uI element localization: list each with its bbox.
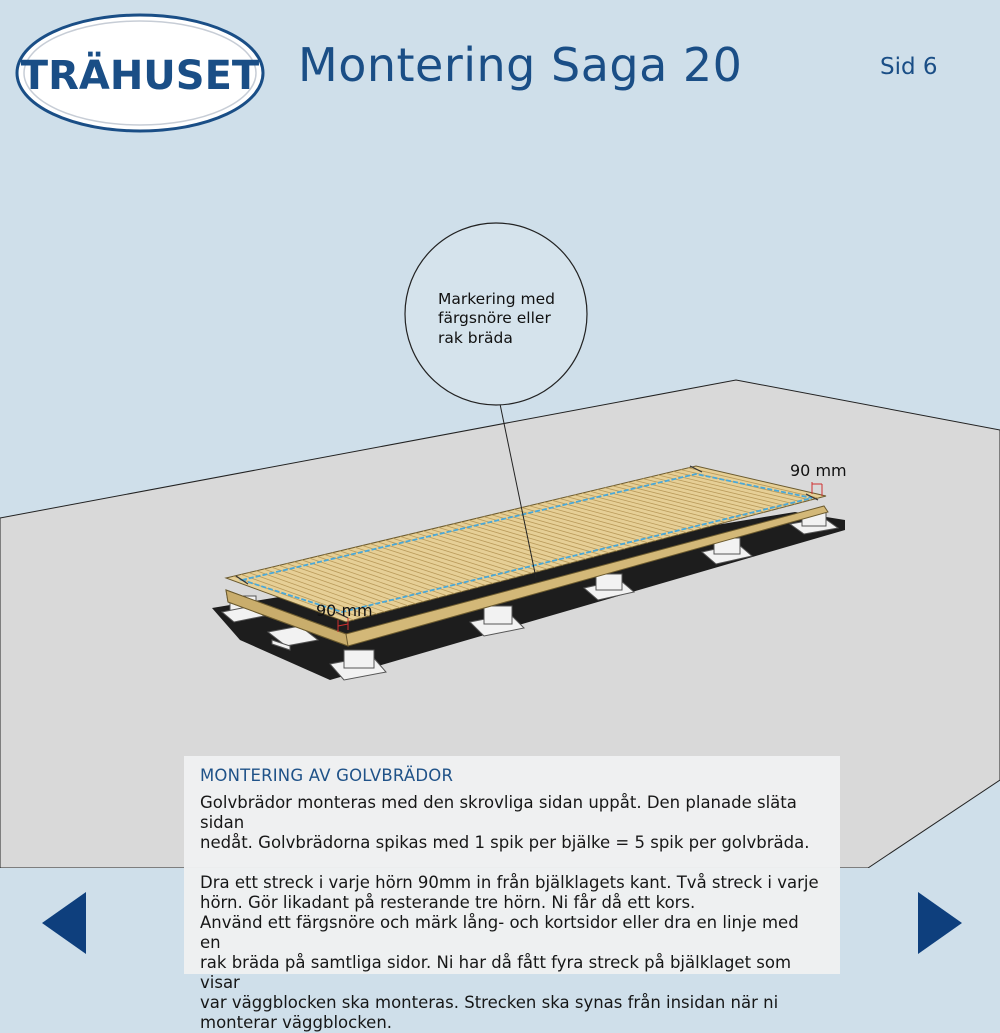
para2-line-5: var väggblocken ska monteras. Strecken ska synas från insidan när ni (200, 993, 779, 1012)
instructions-paragraph-2 (200, 873, 824, 1033)
para1-line-1: Golvbrädor monteras med den skrovliga sidan uppåt. Den planade släta sidan (200, 793, 797, 832)
para2-line-6: monterar väggblocken. (200, 1013, 393, 1032)
callout-line-3: rak bräda (438, 329, 513, 347)
dimension-label-left: 90 mm (316, 601, 373, 620)
triangle-left-icon (42, 892, 86, 954)
para2-line-2: hörn. Gör likadant på resterande tre hörn. Ni får då ett kors. (200, 893, 696, 912)
callout-line-1: Markering med (438, 290, 555, 308)
para2-line-3: Använd ett färgsnöre och märk lång- och kortsidor eller dra en linje med en (200, 913, 799, 952)
previous-page-button[interactable] (40, 890, 88, 956)
para2-line-4: rak bräda på samtliga sidor. Ni har då fått fyra streck på bjälklaget som visar (200, 953, 792, 992)
triangle-right-icon (918, 892, 962, 954)
instructions-heading: MONTERING AV GOLVBRÄDOR (200, 766, 454, 785)
instructions-paragraph-1 (200, 793, 824, 853)
next-page-button[interactable] (916, 890, 964, 956)
instructions-panel (184, 756, 840, 1032)
trahuset-logo (14, 12, 266, 134)
para1-line-2: nedåt. Golvbrädorna spikas med 1 spik per bjälke = 5 spik per golvbräda. (200, 833, 810, 852)
logo-text: TRÄHUSET (20, 53, 260, 99)
para2-line-1: Dra ett streck i varje hörn 90mm in från bjälklagets kant. Två streck i varje (200, 873, 819, 892)
page-number: Sid 6 (880, 54, 938, 80)
page-title: Montering Saga 20 (298, 38, 743, 92)
dimension-label-right: 90 mm (790, 461, 847, 480)
callout-line-2: färgsnöre eller (438, 309, 551, 327)
